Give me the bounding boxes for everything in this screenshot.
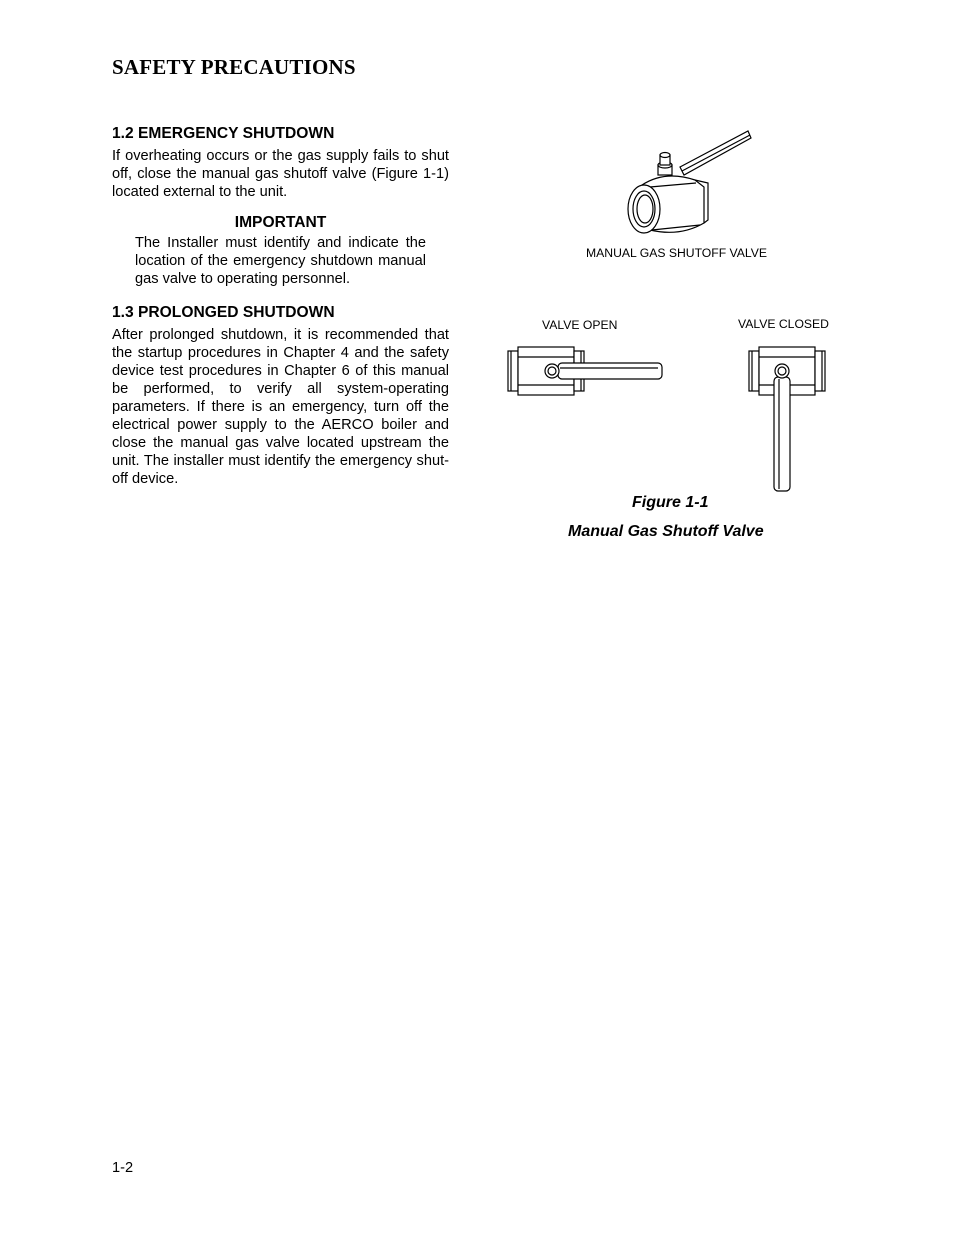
prolonged-shutdown-paragraph: After prolonged shutdown, it is recommended that the startup procedures in Chapter 4 and the safety device test procedures in Chapter 6 of this manual be performed, to verify all system-operating parameters. If there is an emergency, turn off the electrical power supply to the AERCO boiler and close the manual gas valve located upstream the unit. The installer must identify the emergency shut-off device. [112, 326, 449, 488]
figure-1-1 [490, 120, 850, 550]
important-notice-title: IMPORTANT [234, 214, 327, 232]
section-heading-prolonged-shutdown: 1.3 PROLONGED SHUTDOWN [112, 303, 335, 321]
valve-closed-drawing [745, 343, 825, 495]
section-heading-emergency-shutdown: 1.2 EMERGENCY SHUTDOWN [112, 125, 335, 142]
page-number: 1-2 [112, 1160, 134, 1176]
page-header-title: SAFETY PRECAUTIONS [112, 55, 356, 79]
valve-open-label: VALVE OPEN [542, 318, 618, 332]
valve-open-drawing [504, 343, 664, 403]
left-column [112, 124, 449, 488]
important-notice-body: The Installer must identify and indicate the location of the emergency shutdown manual gas valve to operating personnel. [135, 235, 426, 288]
valve-main-label: MANUAL GAS SHUTOFF VALVE [586, 246, 768, 260]
emergency-shutdown-paragraph: If overheating occurs or the gas supply fails to shut off, close the manual gas shutoff valve (Figure 1-1) located external to the unit. [112, 148, 449, 201]
valve-closed-label: VALVE CLOSED [738, 317, 829, 331]
figure-caption-number: Figure 1-1 [632, 494, 709, 511]
ball-valve-perspective-drawing [620, 125, 770, 255]
figure-caption-title: Manual Gas Shutoff Valve [568, 523, 764, 540]
